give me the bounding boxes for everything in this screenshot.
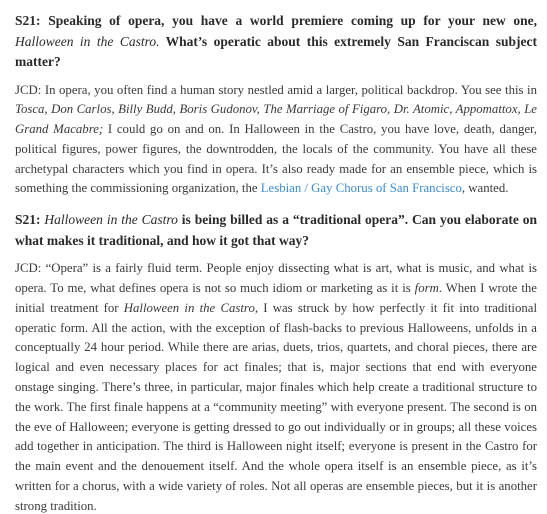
answer-1-text-c: , wanted.	[461, 181, 509, 196]
answer-1-text-b: I could go on and on. In Halloween in the Castro, you have love, death, danger, political figures, power figures, the downtrodden, the locals of the community. You have all these archetypal characters which you find in opera. It’s also ready made for an ensemble piece, which is something the commissioning organization, the	[15, 122, 537, 196]
question-1-text-a: Speaking of opera, you have a world premiere coming up for your new one,	[40, 13, 537, 28]
answer-1-opera-list: Tosca, Don Carlos, Billy Budd, Boris Gudonov, The Marriage of Figaro, Dr. Atomic, Appomattox, Le Grand Macabre;	[15, 102, 537, 137]
question-1-speaker: S21:	[15, 13, 41, 28]
answer-2-text-c: I was struck by how perfectly it fit into traditional operatic form. All the action, with the exception of flash-backs to previous Halloweens, unfolds in a conceptually 24 hour period. While there are arias, duets, trios, quartets, and choral pieces, there are logical and even necessary places for act finales; that is, major sections that end with everyone onstage singing. There’s three, in particular, major finales which help create a traditional structure to the work. The first finale happens at a “community meeting” with everyone present. The second is on the eve of Halloween; everyone is getting dressed to go out individually or in groups; all these voices add together in anticipation. The third is Halloween night itself; everyone is present in the Castro for the main event and the denouement itself. And the whole opera itself is an ensemble piece, as it’s written for a chorus, with a wide variety of roles. Not all operas are ensemble pieces, but it is another strong tradition.	[15, 300, 537, 513]
answer-1-text-a: In opera, you often find a human story nestled amid a larger, political backdrop. You see this in	[41, 82, 537, 97]
answer-2-text-b: . When I wrote the initial treatment for	[15, 281, 537, 315]
question-2-opera-title: Halloween in the Castro	[44, 212, 178, 228]
question-2	[15, 210, 537, 251]
answer-2-text-a: “Opera” is a fairly fluid term. People enjoy dissecting what is art, what is music, and what is opera. To me, what defines opera is not so much idiom or marketing as it is	[15, 261, 537, 296]
question-1-opera-title: Halloween in the Castro.	[15, 33, 160, 49]
question-1-text-b: What’s operatic about this extremely San Franciscan subject matter?	[15, 33, 537, 69]
answer-2-opera-title: Halloween in the Castro,	[123, 300, 259, 315]
question-2-speaker: S21:	[15, 212, 41, 228]
question-2-text: is being billed as a “traditional opera”. Can you elaborate on what makes it traditional, and how it got that way?	[15, 212, 537, 248]
answer-2-form-word: form	[414, 281, 439, 296]
question-1	[15, 11, 537, 73]
chorus-link[interactable]: Lesbian / Gay Chorus of San Francisco	[260, 181, 462, 196]
answer-1	[15, 81, 537, 200]
answer-2	[15, 259, 537, 514]
answer-2-speaker: JCD:	[15, 261, 42, 276]
answer-1-speaker: JCD:	[15, 82, 42, 97]
